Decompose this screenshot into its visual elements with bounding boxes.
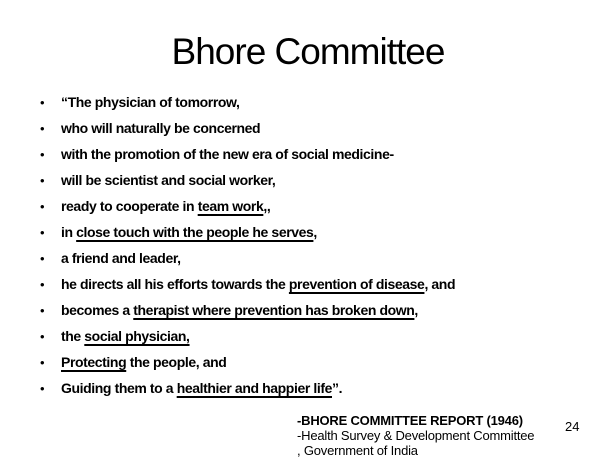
bullet-marker-icon: • <box>40 147 45 162</box>
bullet-list <box>40 89 608 401</box>
bullet-text: he directs all his efforts towards the prevention of disease, and <box>61 276 456 292</box>
bullet-item <box>40 141 608 167</box>
bullet-text: ready to cooperate in team work,, <box>61 198 271 214</box>
footer-line: , Government of India <box>297 443 418 458</box>
bullet-item <box>40 115 608 141</box>
bullet-item <box>40 323 608 349</box>
bullet-marker-icon: • <box>40 173 45 188</box>
bullet-marker-icon: • <box>40 225 45 240</box>
bullet-item <box>40 219 608 245</box>
bullet-item <box>40 167 608 193</box>
bullet-text: “The physician of tomorrow, <box>61 94 240 110</box>
page-number: 24 <box>565 419 580 434</box>
bullet-item <box>40 89 608 115</box>
bullet-text: the social physician, <box>61 328 190 344</box>
bullet-text: will be scientist and social worker, <box>61 172 276 188</box>
bullet-item <box>40 349 608 375</box>
bullet-item <box>40 375 608 401</box>
bullet-marker-icon: • <box>40 95 45 110</box>
footer-line: -Health Survey & Development Committee <box>297 428 535 443</box>
bullet-text: in close touch with the people he serves, <box>61 224 317 240</box>
footer-citation <box>297 413 534 458</box>
bullet-text: with the promotion of the new era of social medicine- <box>61 146 394 162</box>
slide-title: Bhore Committee <box>171 31 445 72</box>
bullet-marker-icon: • <box>40 381 45 396</box>
bullet-text: becomes a therapist where prevention has broken down, <box>61 302 418 318</box>
bullet-marker-icon: • <box>40 277 45 292</box>
bullet-text: a friend and leader, <box>61 250 181 266</box>
bullet-text: Protecting the people, and <box>61 354 227 370</box>
bullet-item <box>40 271 608 297</box>
footer-line: -BHORE COMMITTEE REPORT (1946) <box>297 413 523 428</box>
bullet-marker-icon: • <box>40 329 45 344</box>
bullet-item <box>40 297 608 323</box>
bullet-marker-icon: • <box>40 121 45 136</box>
bullet-item <box>40 193 608 219</box>
bullet-text: Guiding them to a healthier and happier life”. <box>61 380 343 396</box>
bullet-marker-icon: • <box>40 251 45 266</box>
bullet-marker-icon: • <box>40 355 45 370</box>
bullet-text: who will naturally be concerned <box>61 120 261 136</box>
bullet-marker-icon: • <box>40 199 45 214</box>
bullet-marker-icon: • <box>40 303 45 318</box>
bullet-item <box>40 245 608 271</box>
